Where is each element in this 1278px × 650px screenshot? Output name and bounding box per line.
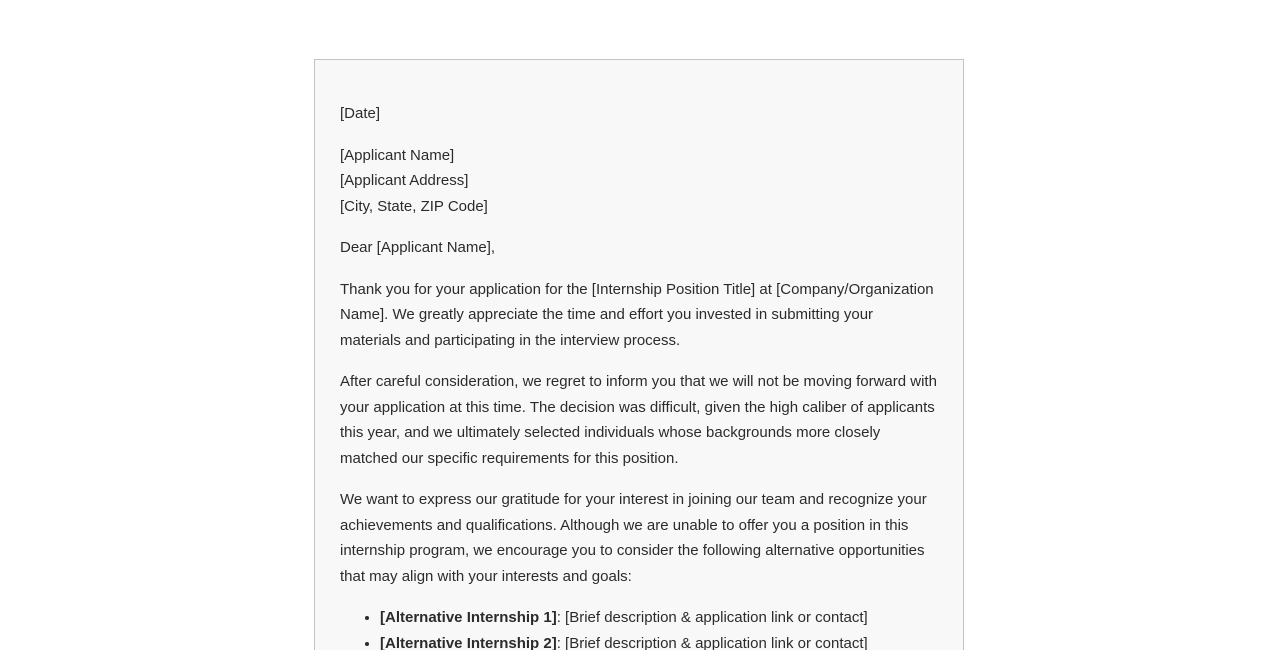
alternative-detail: : [Brief description & application link or contact] xyxy=(556,634,868,650)
salutation: Dear [Applicant Name], xyxy=(340,239,496,256)
body-paragraph-thanks: Thank you for your application for the [Internship Position Title] at [Company/Organization Name]. We greatly appreciate the time and effort you invested in submitting your materials and participating in the interview process. xyxy=(340,280,934,349)
list-item-alternative-2 xyxy=(380,631,938,650)
address-line-street: [Applicant Address] xyxy=(340,172,469,189)
address-line-name: [Applicant Name] xyxy=(340,146,455,164)
list-item-alternative-1 xyxy=(380,605,938,631)
address-line-city: [City, State, ZIP Code] xyxy=(340,197,488,215)
body-paragraph-rejection: After careful consideration, we regret to inform you that we will not be moving forward with your application at this time. The decision was difficult, given the high caliber of applicants this year, and we ultimately selected individuals whose backgrounds more closely matched our specific requirements for this position. xyxy=(340,373,937,467)
alternative-name: [Alternative Internship 1] xyxy=(380,609,557,626)
body-paragraph-gratitude: We want to express our gratitude for your interest in joining our team and recognize your achievements and qualifications. Although we are unable to offer you a position in this internship program, we encourage you to consider the following alternative opportunities that may align with your interests and goals: xyxy=(340,491,927,585)
date-line: [Date] xyxy=(340,105,381,122)
alternative-detail: : [Brief description & application link or contact] xyxy=(556,609,868,626)
applicant-address-block xyxy=(340,143,938,220)
letter-document xyxy=(314,59,964,650)
alternatives-list xyxy=(340,605,938,650)
alternative-name: [Alternative Internship 2] xyxy=(380,634,557,650)
